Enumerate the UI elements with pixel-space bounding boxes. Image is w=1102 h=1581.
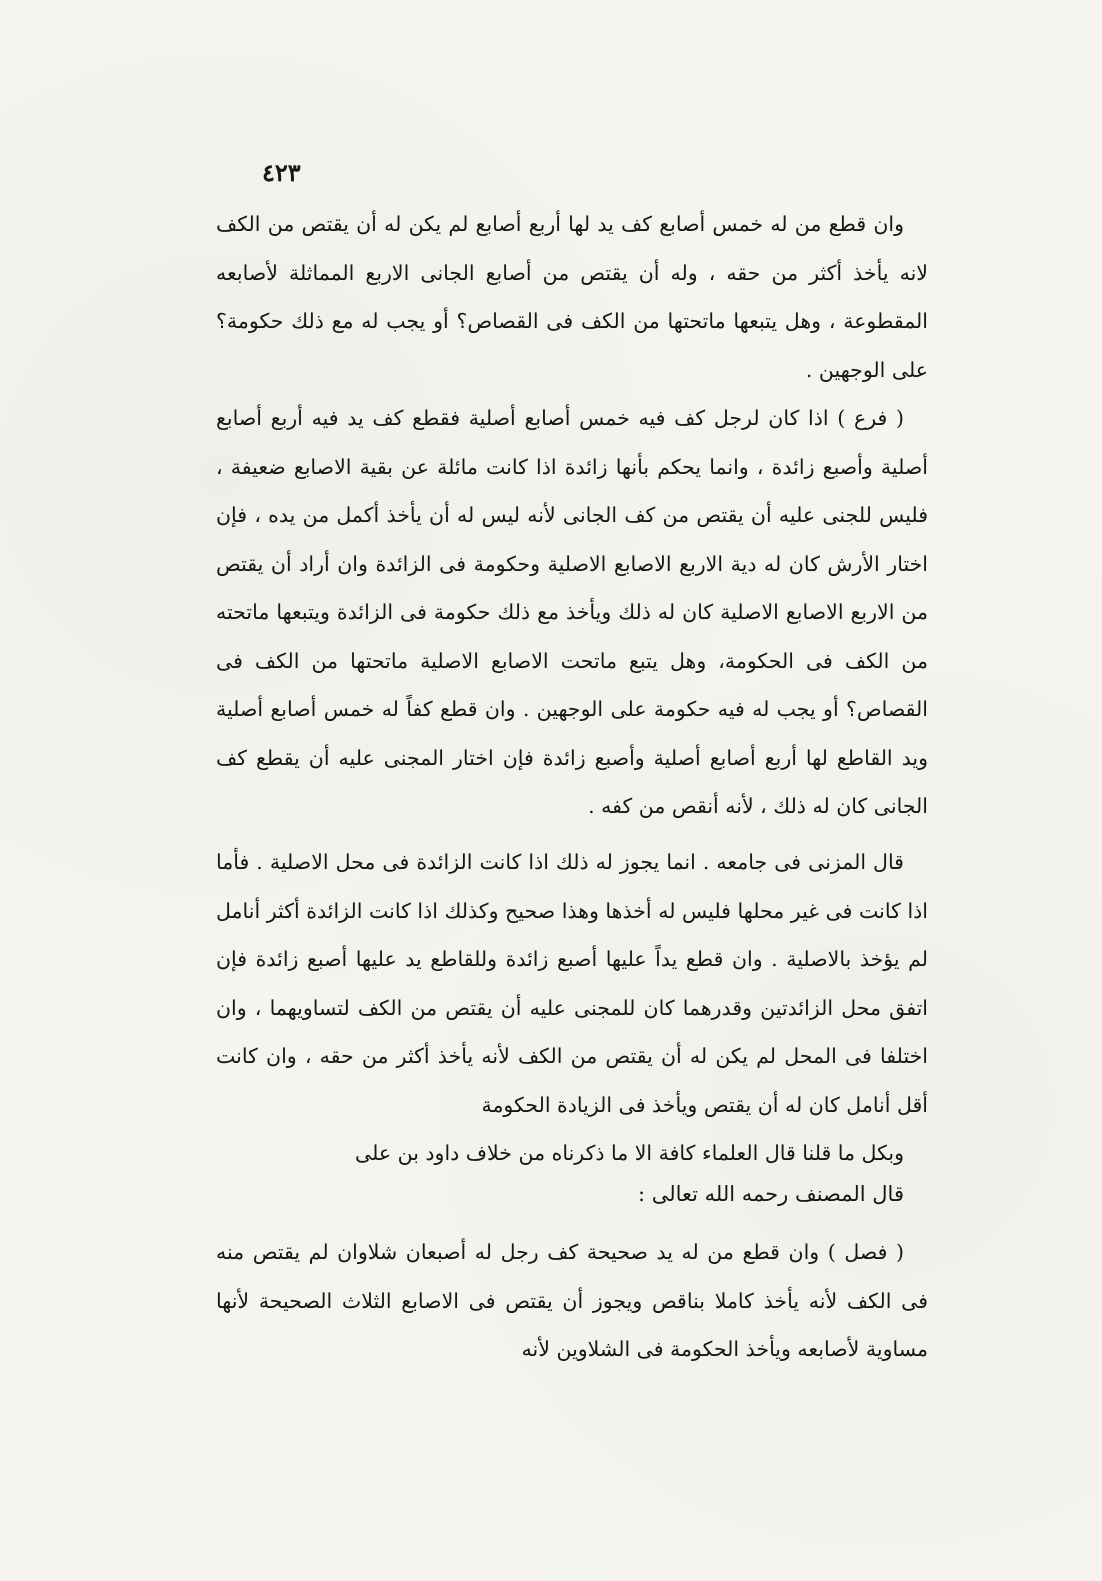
text-block-1: [216, 200, 928, 831]
page-number: ٤٢٣: [262, 158, 301, 187]
section-heading-block: [216, 1170, 928, 1219]
text-block-3: [216, 1228, 928, 1374]
paragraph-2-fara: ( فرع ) اذا كان لرجل كف فيه خمس أصابع أصلية فقطع كف يد فيه أربع أصابع أصلية وأصبع زائدة ، وانما يحكم بأنها زائدة اذا كانت مائلة عن بقية الاصابع ضعيفة ، فليس للجنى عليه أن يقتص من كف الجانى لأنه ليس له أن يأخذ أكمل من يده ، فإن اختار الأرش كان له دية الاربع الاصابع الاصلية وحكومة فى الزائدة وان أراد أن يقتص من الاربع الاصابع الاصلية كان له ذلك ويأخذ مع ذلك حكومة فى الزائدة ويتبعها ماتحته من الكف فى الحكومة، وهل يتبع ماتحت الاصابع الاصلية ماتحتها من الكف فى القصاص؟ أو يجب له فيه حكومة على الوجهين . وان قطع كفاً له خمس أصابع أصلية ويد القاطع لها أربع أصابع أصلية وأصبع زائدة فإن اختار المجنى عليه أن يقطع كف الجانى كان له ذلك ، لأنه أنقص من كفه .: [216, 406, 928, 818]
section-heading: قال المصنف رحمه الله تعالى :: [637, 1182, 904, 1206]
paragraph-1: وان قطع من له خمس أصابع كف يد لها أربع أصابع لم يكن له أن يقتص من الكف لانه يأخذ أكثر من حقه ، وله أن يقتص من أصابع الجانى الاربع المماثلة لأصابعه المقطوعة ، وهل يتبعها ماتحتها من الكف فى القصاص؟ أو يجب له مع ذلك حكومة؟ على الوجهين .: [216, 212, 928, 382]
paragraph-4-ulama: وبكل ما قلنا قال العلماء كافة الا ما ذكرناه من خلاف داود بن على: [354, 1141, 904, 1165]
paragraph-5-fasl: ( فصل ) وان قطع من له يد صحيحة كف رجل له أصبعان شلاوان لم يقتص منه فى الكف لأنه يأخذ كاملا بناقص ويجوز أن يقتص فى الاصابع الثلاث الصحيحة لأنها مساوية لأصابعه ويأخذ الحكومة فى الشلاوين لأنه: [216, 1240, 928, 1361]
paragraph-3-muzani: قال المزنى فى جامعه . انما يجوز له ذلك اذا كانت الزائدة فى محل الاصلية . فأما اذا كانت فى غير محلها فليس له أخذها وهذا صحيح وكذلك اذا كانت الزائدة أكثر أنامل لم يؤخذ بالاصلية . وان قطع يداً عليها أصبع زائدة وللقاطع يد عليها أصبع زائدة فإن اتفق محل الزائدتين وقدرهما كان للمجنى عليه أن يقتص من الكف لتساويهما ، وان اختلفا فى المحل لم يكن له أن يقتص من الكف لأنه يأخذ أكثر من حقه ، وان كانت أقل أنامل كان له أن يقتص ويأخذ فى الزيادة الحكومة: [216, 850, 928, 1117]
text-block-2: [216, 838, 928, 1178]
